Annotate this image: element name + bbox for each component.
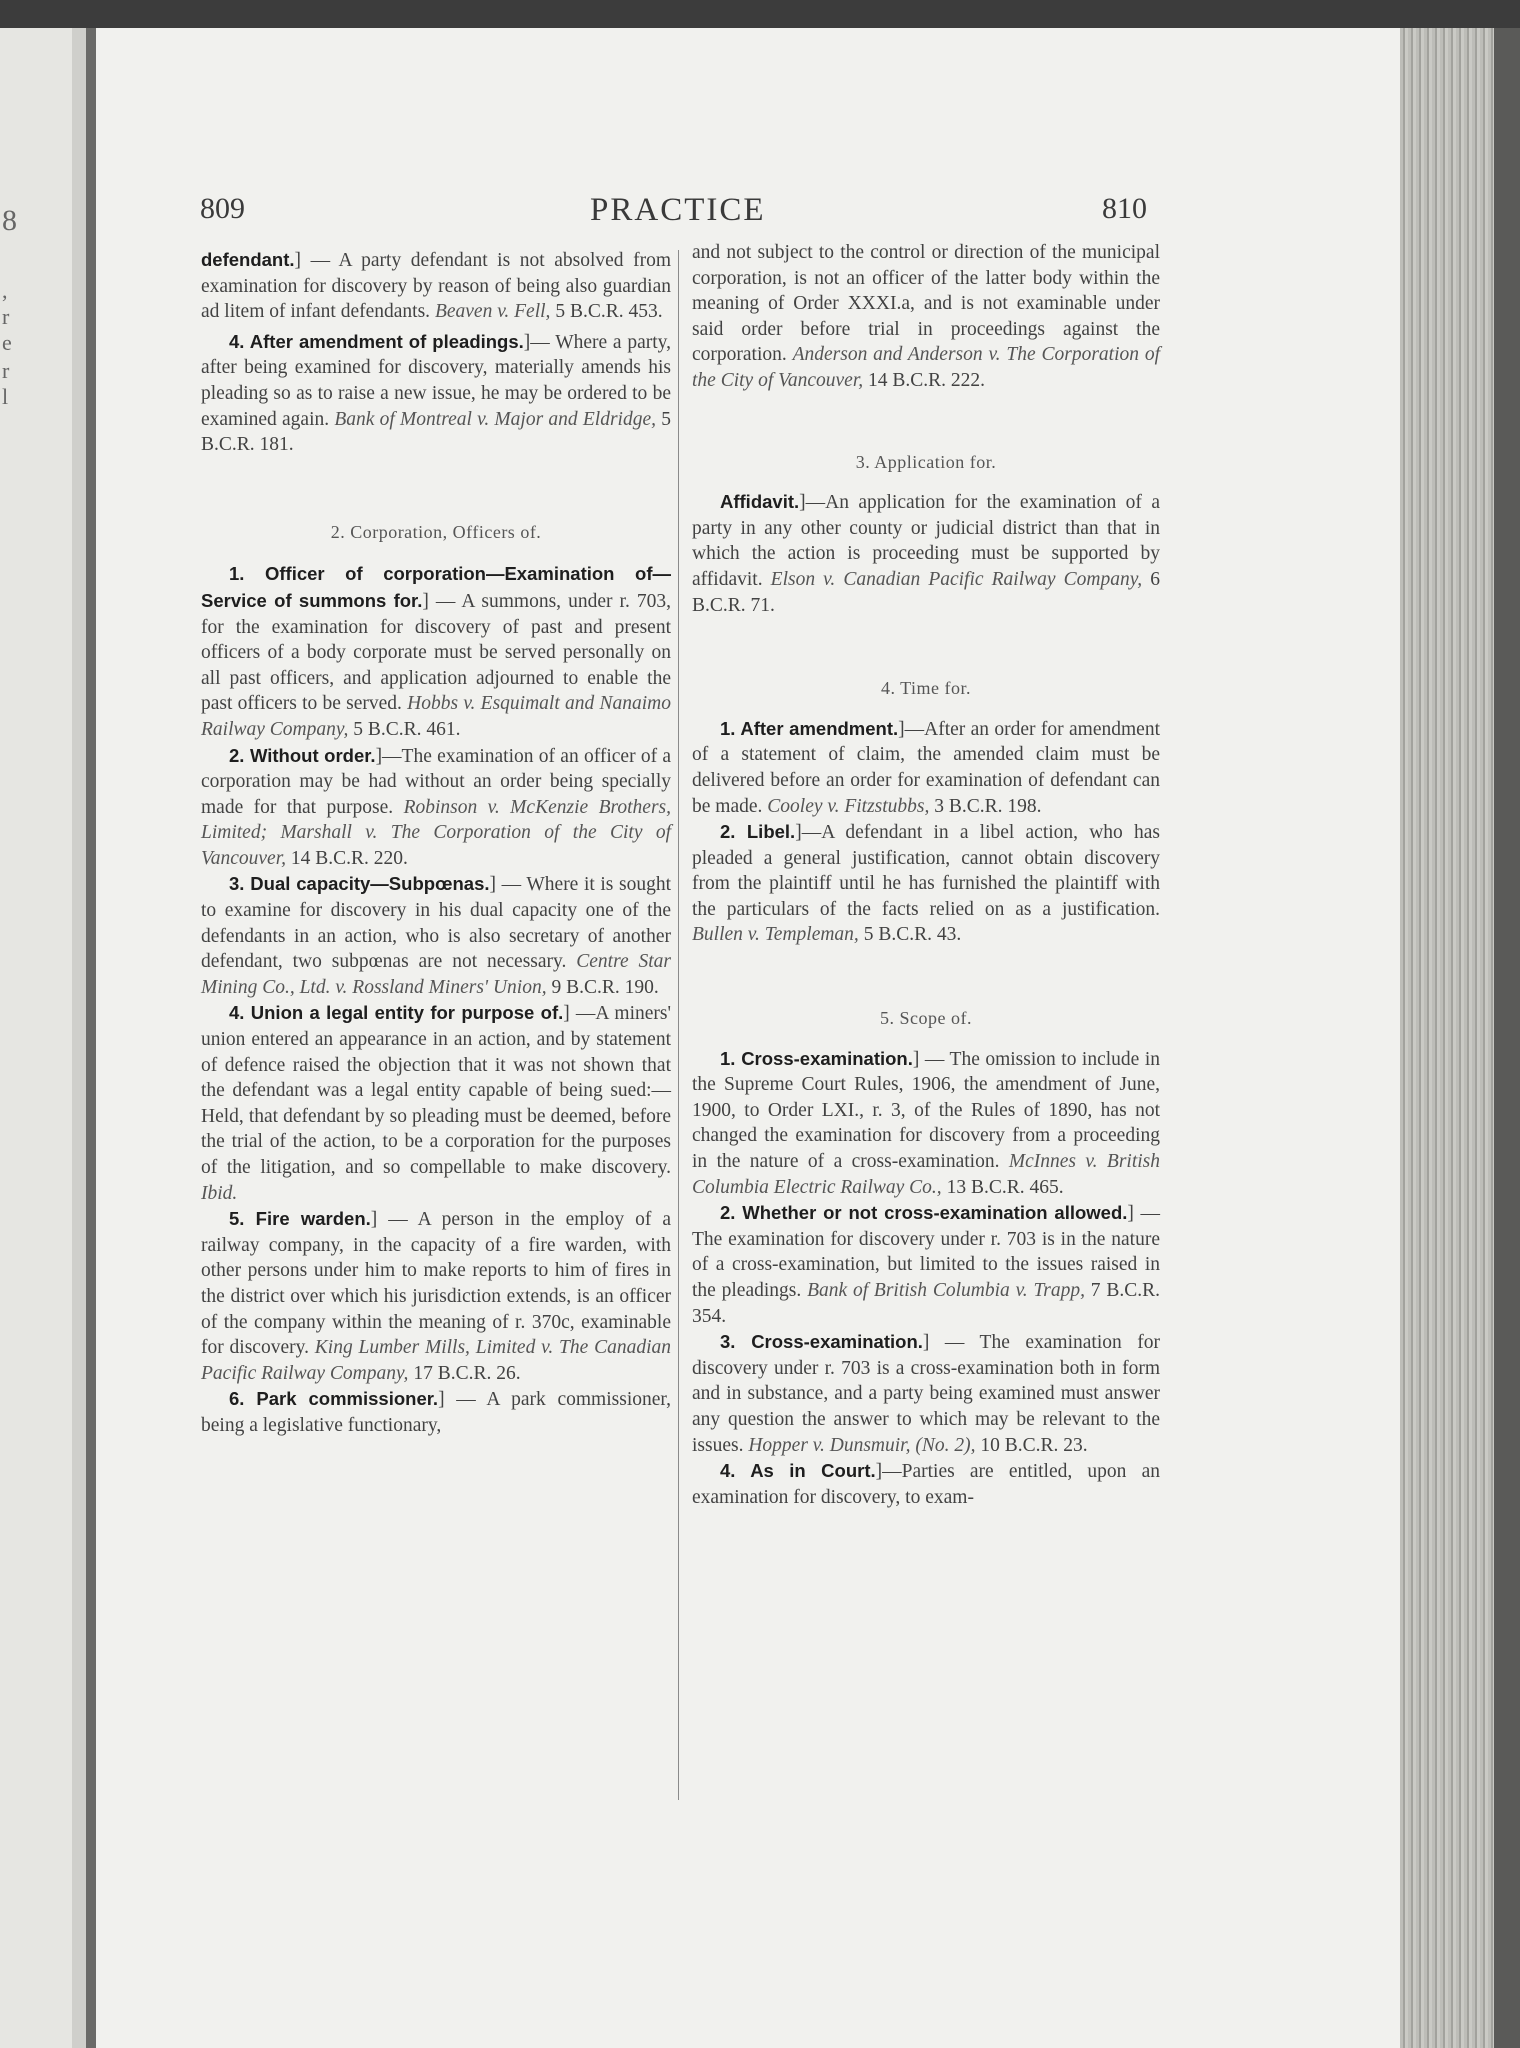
margin-mark: e [2,330,12,355]
margin-mark: , [2,278,8,303]
case-citation: McInnes v. British Columbia Electric Railway Co., [692,1151,1160,1198]
case-citation: Cooley v. Fitzstubbs, [767,795,930,817]
paragraph-heading: 5. Fire warden. [229,1208,371,1230]
case-citation: Ibid. [201,1182,238,1204]
case-citation: Hopper v. Dunsmuir, (No. 2), [748,1434,976,1456]
left-column [201,247,671,1439]
paragraph: and not subject to the control or direction of the municipal corporation, is not an officer of the latter body within the meaning of Order XXXI.a, and is not examinable under said order before trial in proceedings against the corporation. Anderson and Anderson v. The Corporation of the City of Vancouver, 14 B.C.R. 222. [692,242,1160,391]
paragraph: 2. Without order.]—The examination of an officer of a corporation may be had without an order being specially made for that purpose. Robinson v. McKenzie Brothers, Limited; Marshall v. The Corporation of the City of Vancouver, 14 B.C.R. 220. [201,744,671,869]
paragraph: 1. Officer of corporation—Examination of—Service of summons for.] — A summons, under r. 703, for the examination for discovery of past and present officers of a body corporate must be served personally on all past officers, and application adjourned to enable the past officers to be served. Hobbs v. Esquimalt and Nanaimo Railway Company, 5 B.C.R. 461. [201,563,671,740]
paragraph: 4. Union a legal entity for purpose of.] —A miners' union entered an appearance in an action, and by statement of defence raised the objection that it was not shown that the defendant was a legal entity capable of being sued:—Held, that defendant by so pleading must be deemed, before the trial of the action, to be a corporation for the purposes of the litigation, and so compellable to make discovery. Ibid. [201,1002,671,1204]
section-heading: 5. Scope of. [880,1008,972,1029]
page-stack-edge [1400,28,1520,2048]
paragraph-heading: 4. After amendment of pleadings. [229,330,524,352]
section-heading: 4. Time for. [880,678,972,699]
paragraph: 5. Fire warden.] — A person in the employ of a railway company, in the capacity of a fire warden, with other persons under him to make reports to him of fires in the district over which his jurisdiction extends, is an officer of the company within the meaning of r. 370c, examinable for discovery. King Lumber Mills, Limited v. The Canadian Pacific Railway Company, 17 B.C.R. 26. [201,1208,671,1384]
paragraph-heading: 4. Union a legal entity for purpose of. [229,1002,564,1024]
paragraph: 4. After amendment of pleadings.]— Where a party, after being examined for discovery, materially amends his pleading so as to raise a new issue, he may be ordered to be examined again. Bank of Montreal v. Major and Eldridge, 5 B.C.R. 181. [201,330,672,456]
paragraph: 6. Park commissioner.] — A park commissioner, being a legislative functionary, [201,1388,671,1436]
right-column [692,240,1160,1510]
margin-mark: l [2,384,9,409]
column-divider [678,250,679,1800]
paragraph: 1. After amendment.]—After an order for amendment of a statement of claim, the amended claim must be delivered before an order for examination of defendant can be made. Cooley v. Fitzstubbs, 3 B.C.R. 198. [692,717,1160,817]
case-citation: Anderson and Anderson v. The Corporation of the City of Vancouver, [692,344,1160,391]
case-citation: Beaven v. Fell, [434,301,551,323]
margin-mark: 8 [2,204,17,237]
gutter-shadow [72,28,86,2048]
scan-top-border [0,0,1520,28]
section-heading: 2. Corporation, Officers of. [330,521,542,542]
facing-page-fragment [0,28,96,2048]
margin-mark: r [2,304,10,329]
paragraph-heading: Affidavit. [720,491,800,513]
paragraph-heading: 4. As in Court. [720,1460,876,1482]
paragraph-heading: 1. After amendment. [720,717,899,739]
case-citation: Hobbs v. Esquimalt and Nanaimo Railway Company, [201,693,671,740]
paragraph-heading: 2. Libel. [720,821,796,843]
paragraph: 2. Libel.]—A defendant in a libel action, who has pleaded a general justification, cannot obtain discovery from the plaintiff until he has furnished the plaintiff with the particulars of the facts relied on as a justification. Bullen v. Templeman, 5 B.C.R. 43. [692,821,1160,946]
paragraph: 3. Cross-examination.] — The examination for discovery under r. 703 is a cross-examination both in form and in substance, and a party being examined must answer any question the answer to which may be relevant to the issues. Hopper v. Dunsmuir, (No. 2), 10 B.C.R. 23. [692,1331,1160,1456]
page-binding-edge [86,28,96,2048]
case-citation: Robinson v. McKenzie Brothers, Limited; Marshall v. The Corporation of the City of Vancouver, [201,796,671,869]
paragraph-heading: 3. Cross-examination. [720,1331,923,1353]
case-citation: Centre Star Mining Co., Ltd. v. Rossland Miners' Union, [201,951,671,998]
paragraph-heading: 3. Dual capacity—Subpœnas. [229,873,490,895]
section-heading: 3. Application for. [855,451,997,472]
paragraph-heading: 1. Cross-examination. [720,1047,913,1069]
case-citation: Bullen v. Templeman, [692,924,859,946]
page-number-left: 809 [200,192,245,225]
paragraph-heading: 2. Without order. [229,744,376,766]
page-number-right: 810 [1102,192,1147,225]
paragraph: Affidavit.]—An application for the examination of a party in any other county or judicial district than that in which the action is proceeding must be supported by affidavit. Elson v. Canadian Pacific Railway Company, 6 B.C.R. 71. [692,491,1161,616]
paragraph: defendant.] — A party defendant is not absolved from examination for discovery by reason of being also guardian ad litem of infant defendants. Beaven v. Fell, 5 B.C.R. 453. [201,249,671,323]
paragraph-heading: 1. Officer of corporation—Examination of—Service of summons for. [201,563,671,611]
case-citation: Bank of British Columbia v. Trapp, [807,1280,1085,1301]
case-citation: King Lumber Mills, Limited v. The Canadian Pacific Railway Company, [201,1337,671,1384]
case-citation: Bank of Montreal v. Major and Eldridge, [334,408,657,430]
paragraph: 2. Whether or not cross-examination allowed.] — The examination for discovery under r. 703 is in the nature of a cross-examination, but limited to the issues raised in the pleadings. Bank of British Columbia v. Trapp, 7 B.C.R. 354. [692,1202,1161,1327]
paragraph-heading: defendant. [201,249,295,270]
paragraph-heading: 2. Whether or not cross-examination allowed. [720,1202,1128,1224]
paragraph-heading: 6. Park commissioner. [229,1388,439,1410]
paragraph: 3. Dual capacity—Subpœnas.] — Where it is sought to examine for discovery in his dual capacity one of the defendants in an action, who is also secretary of another defendant, two subpœnas are not necessary. Centre Star Mining Co., Ltd. v. Rossland Miners' Union, 9 B.C.R. 190. [201,873,671,998]
running-title: PRACTICE [590,192,766,228]
case-citation: Elson v. Canadian Pacific Railway Company, [770,568,1143,590]
margin-mark: r [2,358,10,383]
paragraph: 4. As in Court.]—Parties are entitled, upon an examination for discovery, to exam- [692,1460,1160,1508]
paragraph: 1. Cross-examination.] — The omission to include in the Supreme Court Rules, 1906, the amendment of June, 1900, to Order LXI., r. 3, of the Rules of 1890, has not changed the examination for discovery from a proceeding in the nature of a cross-examination. McInnes v. British Columbia Electric Railway Co., 13 B.C.R. 465. [692,1047,1160,1198]
